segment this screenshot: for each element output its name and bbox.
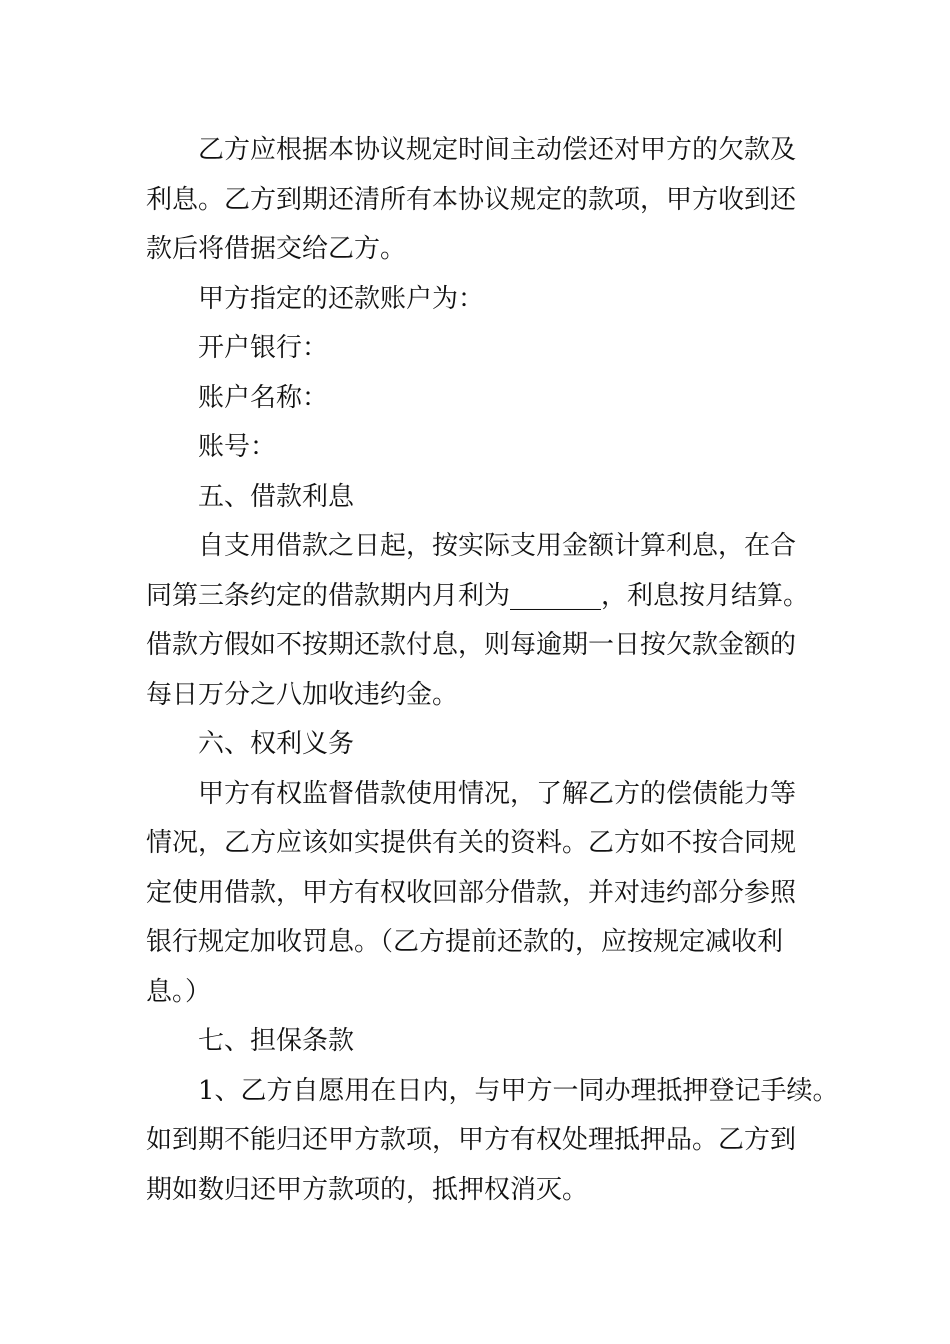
paragraph-interest-clause — [146, 522, 810, 720]
text-line: 1、乙方自愿用在日内，与甲方一同办理抵押登记手续。 — [198, 1075, 839, 1106]
field-account-name — [146, 374, 810, 424]
text-line: 如到期不能归还甲方款项，甲方有权处理抵押品。乙方到 — [146, 1125, 797, 1155]
section-heading-guarantee — [146, 1017, 810, 1067]
section-heading-interest — [146, 473, 810, 523]
document-page — [146, 126, 839, 1215]
text-line: 每日万分之八加收违约金。 — [146, 679, 459, 710]
text-line: 利息。乙方到期还清所有本协议规定的款项，甲方收到还 — [146, 184, 797, 215]
text-line: 情况，乙方应该如实提供有关的资料。乙方如不按合同规 — [146, 828, 797, 858]
text-line: 乙方应根据本协议规定时间主动偿还对甲方的欠款及 — [198, 135, 797, 165]
field-label: 开户银行： — [198, 333, 329, 363]
section-heading: 七、担保条款 — [198, 1026, 355, 1056]
text-line: 银行规定加收罚息。（乙方提前还款的，应按规定减收利 — [146, 927, 784, 957]
text-line: 款后将借据交给乙方。 — [146, 234, 407, 264]
text-line: 甲方有权监督借款使用情况，了解乙方的偿债能力等 — [198, 778, 797, 809]
field-label: 账户名称： — [198, 382, 329, 413]
paragraph-guarantee-clause-1 — [146, 1067, 839, 1216]
field-label: 账号： — [198, 432, 277, 462]
paragraph-repayment-duty — [146, 126, 810, 275]
text-line: 甲方指定的还款账户为： — [198, 283, 485, 314]
field-account-number — [146, 423, 810, 473]
paragraph-rights-clause — [146, 770, 810, 1018]
field-bank-name — [146, 324, 810, 374]
text-line: 借款方假如不按期还款付息，则每逾期一日按欠款金额的 — [146, 630, 797, 660]
section-heading: 六、权利义务 — [198, 729, 355, 759]
section-heading: 五、借款利息 — [198, 481, 355, 512]
text-line: 同第三条约定的借款期内月利为_______，利息按月结算。 — [146, 580, 810, 611]
text-line: 期如数归还甲方款项的，抵押权消灭。 — [146, 1174, 589, 1205]
text-line: 息。） — [146, 976, 212, 1007]
text-line: 自支用借款之日起，按实际支用金额计算利息，在合 — [198, 531, 797, 561]
paragraph-repayment-account-intro — [146, 275, 810, 325]
section-heading-rights — [146, 720, 810, 770]
text-line: 定使用借款，甲方有权收回部分借款，并对违约部分参照 — [146, 877, 797, 908]
